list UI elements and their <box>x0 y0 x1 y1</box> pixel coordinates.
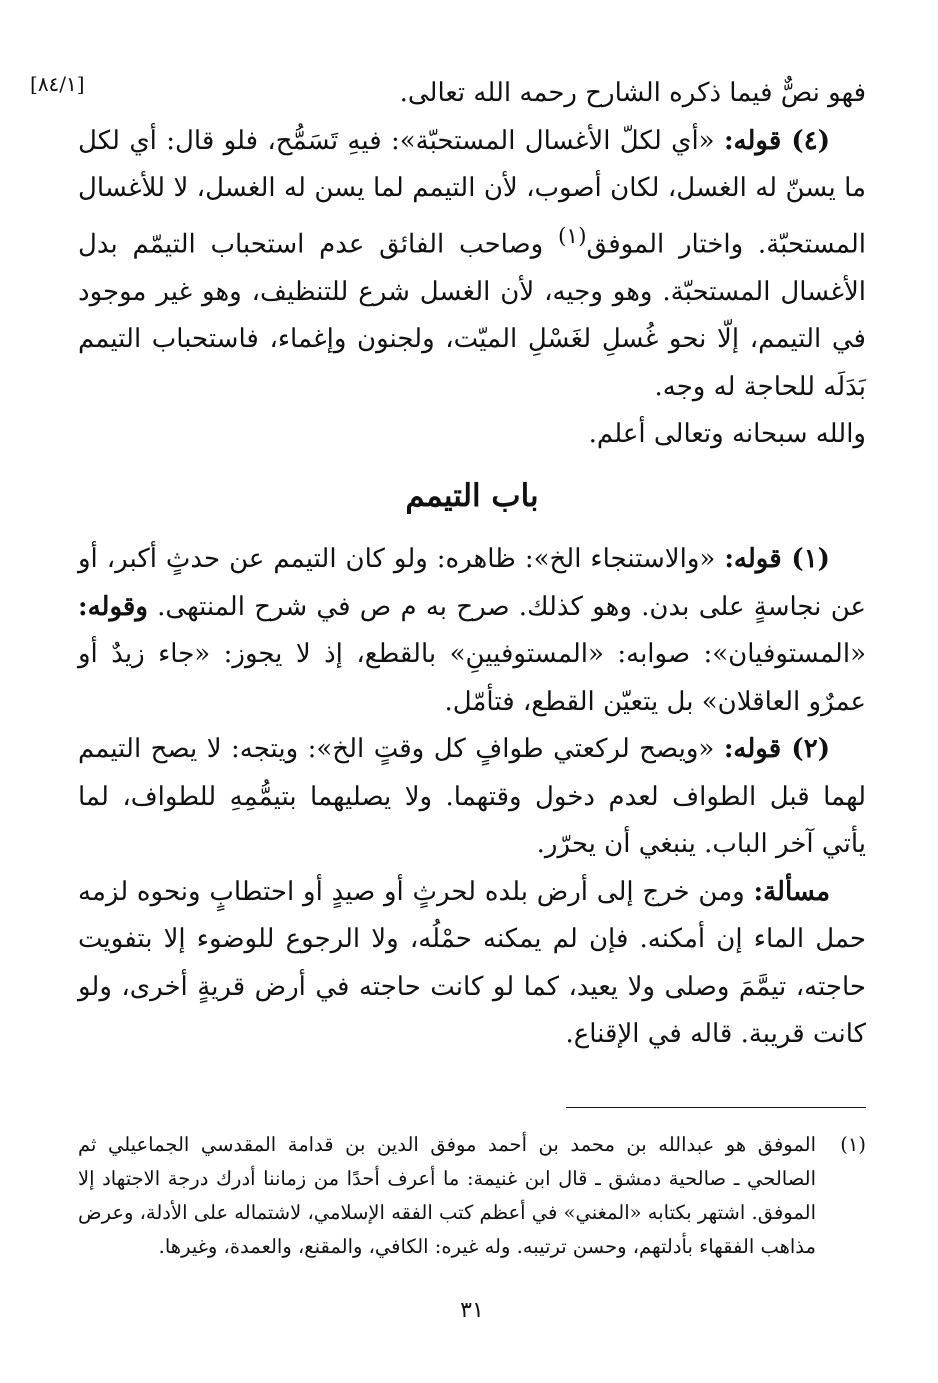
paragraph-sublabel: وقوله: <box>78 591 148 622</box>
chapter-heading: باب التيمم <box>405 477 539 514</box>
paragraph-text: «والاستنجاء الخ»: ظاهره: ولو كان التيمم عن حدثٍ أكبر، أو عن نجاسةٍ على بدن. وهو كذلك. صرح به م ص في شرح المنتهى. <box>78 544 867 622</box>
footnote-number: (١) <box>840 1132 866 1156</box>
paragraph-label: (٤) قوله: <box>723 125 830 156</box>
paragraph-text-continued: وصاحب الفائق عدم استحباب التيمّم بدل الأغسال المستحبّة. وهو وجيه، لأن الغسل شرع للتنظيف، وهو غير موجود في التيمم، إلّا نحو غُسلِ لغَسْلِ الميّت، ولجنون وإغماء، فاستحباب التيمم بَدَلَه للحاجة له وجه. <box>78 229 866 402</box>
paragraph-label: (٢) قوله: <box>723 734 830 765</box>
paragraph-label: (١) قوله: <box>724 544 830 575</box>
footnote-item <box>78 1128 866 1264</box>
footnote-reference[interactable]: (١) <box>557 223 587 249</box>
masala-paragraph <box>78 869 866 1059</box>
masala-label: مسألة: <box>753 876 831 907</box>
footnote-divider <box>566 1107 866 1108</box>
paragraph-text: «ويصح لركعتي طوافٍ كل وقتٍ الخ»: ويتجه: لا يصح التيمم لهما قبل الطواف لعدم دخول وقتهما. ولا يصليهما بتيمُّمِهِ للطواف، لما يأتي آخر الباب. ينبغي أن يحرّر. <box>78 734 866 860</box>
commentary-paragraph-4 <box>78 118 866 412</box>
closing-line: والله سبحانه وتعالى أعلم. <box>588 419 866 450</box>
masala-text: ومن خرج إلى أرض بلده لحرثٍ أو صيدٍ أو احتطابٍ ونحوه لزمه حمل الماء إن أمكنه. فإن لم يمكنه حمْلُه، ولا الرجوع للوضوء إلا بتفويت حاجته، تيمَّمَ وصلى ولا يعيد، كما لو كانت حاجته في أرض قريةٍ أخرى، ولو كانت قريبة. قاله في الإقناع. <box>78 876 866 1050</box>
main-text <box>78 70 866 1059</box>
footnotes <box>78 1128 866 1264</box>
continuation-line: فهو نصٌّ فيما ذكره الشارح رحمه الله تعالى. <box>399 78 866 108</box>
folio-reference: [٨٤/١] <box>30 72 85 96</box>
page-number: ٣١ <box>460 1297 484 1323</box>
commentary-paragraph-1 <box>78 536 866 726</box>
footnote-text: الموفق هو عبدالله بن محمد بن أحمد موفق الدين بن قدامة المقدسي الجماعيلي ثم الصالحي ـ صالحية دمشق ـ قال ابن غنيمة: ما أعرف أحدًا من زماننا أدرك درجة الاجتهاد إلا الموفق. اشتهر بكتابه «المغني» في أعظم كتب الفقه الإسلامي، لاشتماله على الأدلة، وعرض مذاهب الفقهاء بأدلتهم، وحسن ترتيبه. وله غيره: الكافي، والمقنع، والعمدة، وغيرها. <box>78 1132 816 1258</box>
paragraph-text-continued: «المستوفيان»: صوابه: «المستوفيينِ» بالقطع، إذ لا يجوز: «جاء زيدٌ أو عمرٌو العاقلان» بل يتعيّن القطع، فتأمّل. <box>78 639 866 717</box>
paragraph-text: «أي لكلّ الأغسال المستحبّة»: فيهِ تَسَمُّح، فلو قال: أي لكل ما يسنّ له الغسل، لكان أصوب، لأن التيمم لما يسن له الغسل، لا للأغسال المستحبّة. واختار الموفق <box>78 125 866 260</box>
commentary-paragraph-2 <box>78 726 866 869</box>
